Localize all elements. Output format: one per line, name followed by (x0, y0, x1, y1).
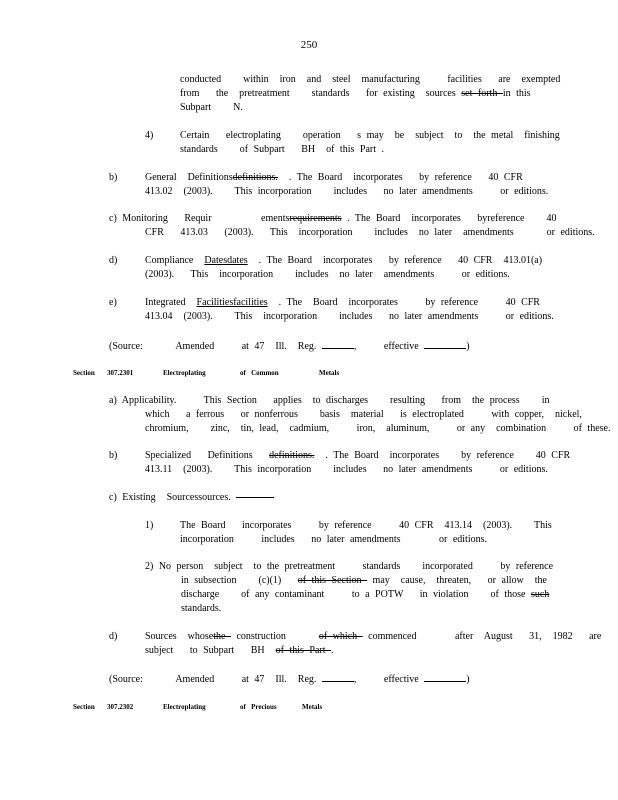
paragraph-c2 (145, 560, 553, 616)
underlined-text: Datesdates (204, 255, 248, 266)
text-span: Specialized Definitions (145, 450, 270, 461)
text-line: incorporation includes no later amendments or editions. (180, 534, 487, 545)
source-note: (Source: Amended at 47 Ill. Reg. , effective ) (109, 341, 470, 352)
struck-text: of which (318, 631, 363, 642)
struck-text: definitions. (269, 450, 315, 461)
section-label: Section (73, 369, 95, 377)
paragraph-c1 (180, 519, 552, 547)
text-line: 413.11 (2003). This incorporation includes no later amendments or editions. (145, 464, 548, 475)
section-title-part: of Precious (240, 703, 277, 711)
text-line: 2) No person subject to the pretreatment standards incorporated by reference (145, 561, 554, 572)
text-line (145, 630, 601, 644)
blank-line (424, 339, 466, 349)
text-span: . The Board incorporates by reference 40 CFR (267, 297, 540, 308)
text-line (180, 87, 560, 101)
text-span: in this (502, 88, 531, 99)
text-span: . (331, 645, 334, 656)
blank-line (424, 672, 466, 682)
section-title-part: Electroplating (163, 703, 206, 711)
struck-text: of this Part (275, 645, 331, 656)
paragraph-c (109, 212, 595, 240)
text-line (145, 296, 554, 310)
struck-text: requirements (289, 213, 342, 224)
text-span: (Source: Amended at 47 Ill. Reg. (109, 674, 317, 685)
text-span: from the pretreatment standards for existing sources (180, 88, 462, 99)
paragraph-specialized-definitions (145, 449, 570, 477)
item-label: b) (109, 172, 118, 183)
section-title-part: Metals (319, 369, 340, 377)
section-label: Section (73, 703, 95, 711)
item-label: d) (109, 255, 118, 266)
text-span: may cause, threaten, or allow the (367, 575, 547, 586)
text-span: Compliance (145, 255, 205, 266)
text-line (145, 171, 548, 185)
section-id: 307.2301 (107, 369, 134, 377)
text-span: sources. (198, 492, 231, 503)
text-line: a) Applicability. This Section applies to discharges resulting from the process in (109, 395, 550, 406)
text-span: construction (230, 631, 319, 642)
item-label: 4) (145, 130, 154, 141)
text-span: subject to Subpart BH (145, 645, 276, 656)
section-title-part: Metals (302, 703, 323, 711)
text-span: , effective (353, 341, 419, 352)
text-line: Subpart N. (180, 102, 243, 113)
text-line: standards of Subpart BH of this Part . (180, 144, 384, 155)
text-line: CFR 413.03 (2003). This incorporation includes no later amendments or editions. (145, 227, 595, 238)
item-label: 1) (145, 520, 154, 531)
text-span: Sources whose (145, 631, 214, 642)
paragraph-applicability (109, 394, 610, 436)
text-line: The Board incorporates by reference 40 CFR 413.14 (2003). This (180, 520, 552, 531)
text-line: (2003). This incorporation includes no later amendments or editions. (145, 269, 510, 280)
page-number: 250 (300, 39, 318, 51)
text-span: (Source: Amended at 47 Ill. Reg. (109, 341, 317, 352)
paragraph-a3 (180, 73, 560, 115)
text-span: . The Board incorporates by reference 40 CFR 413.01(a) (247, 255, 543, 266)
text-span: General Definitions (145, 172, 233, 183)
text-span: in subsection (c)(1) (181, 575, 298, 586)
paragraph-existing-sources (109, 491, 274, 505)
text-line (145, 254, 542, 268)
text-span: , effective (353, 674, 419, 685)
struck-text: definitions. (232, 172, 278, 183)
text-span: . The Board incorporates by reference 40 CFR (277, 172, 523, 183)
text-span: c) Existing Sources (109, 492, 199, 503)
text-span: . The Board incorporates byreference 40 (341, 213, 557, 224)
section-title-part: of Common (240, 369, 279, 377)
text-span: c) Monitoring Requir ements (109, 213, 290, 224)
paragraph-a4 (180, 129, 560, 157)
section-title-part: Electroplating (163, 369, 206, 377)
text-line (145, 449, 570, 463)
paragraph-b (145, 171, 548, 199)
item-label: b) (109, 450, 118, 461)
text-line (145, 574, 553, 588)
text-line: which a ferrous or nonferrous basis material is electroplated with copper, nickel, (145, 409, 582, 420)
struck-text: the (213, 631, 231, 642)
text-line: standards. (181, 603, 222, 614)
paragraph-sources-whose (145, 630, 601, 658)
text-span: discharge of any contaminant to a POTW in violation of those (181, 589, 531, 600)
text-span: Integrated (145, 297, 197, 308)
blank-line (322, 339, 354, 349)
section-id: 307.2302 (107, 703, 134, 711)
text-line: Certain electroplating operation s may be subject to the metal finishing (180, 130, 560, 141)
item-label: e) (109, 297, 117, 308)
text-line (109, 212, 595, 226)
underlined-text: Facilities (196, 297, 234, 308)
text-span: . The Board incorporates by reference 40 CFR (314, 450, 571, 461)
source-note: (Source: Amended at 47 Ill. Reg. , effective ) (109, 674, 470, 685)
text-line: conducted within iron and steel manufacturing facilities are exempted (180, 74, 561, 85)
struck-text: such (530, 589, 550, 600)
text-span: commenced after August 31, 1982 are (362, 631, 602, 642)
paragraph-d (145, 254, 542, 282)
text-line: 413.02 (2003). This incorporation includes no later amendments or editions. (145, 186, 549, 197)
struck-text: of this Section (297, 575, 368, 586)
paragraph-e (145, 296, 554, 324)
text-line (145, 644, 601, 658)
text-line: chromium, zinc, tin, lead, cadmium, iron, aluminum, or any combination of these. (145, 423, 611, 434)
item-label: d) (109, 631, 118, 642)
blank-line (322, 672, 354, 682)
struck-text: set forth (461, 88, 503, 99)
struck-text: facilities (233, 297, 268, 308)
text-line: 413.04 (2003). This incorporation includes no later amendments or editions. (145, 311, 554, 322)
strike-line (236, 497, 274, 498)
text-line (145, 588, 553, 602)
